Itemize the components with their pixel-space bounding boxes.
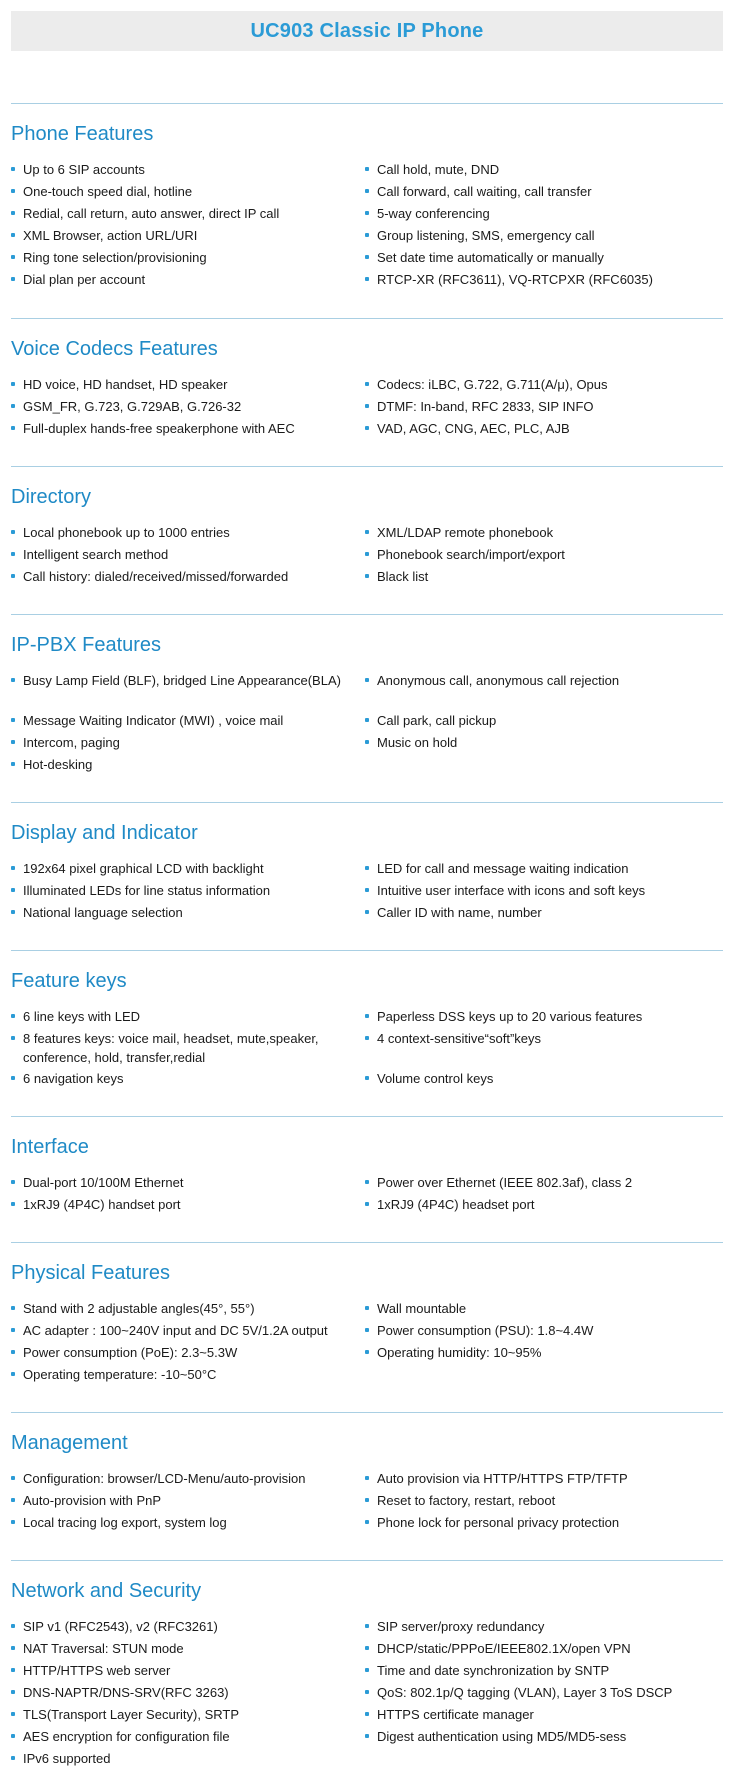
bullet-icon: [11, 167, 15, 171]
section-heading-voice-codecs-features: Voice Codecs Features: [11, 338, 218, 360]
feature-item: [11, 881, 356, 900]
section-divider: [11, 1116, 723, 1117]
section-heading-interface: Interface: [11, 1136, 89, 1158]
feature-item: [365, 1705, 725, 1724]
feature-item: [11, 419, 356, 438]
bullet-icon: [365, 1668, 369, 1672]
feature-item-text: DHCP/static/PPPoE/IEEE802.1X/open VPN: [377, 1641, 631, 1656]
bullet-icon: [11, 1690, 15, 1694]
feature-item-text: Codecs: iLBC, G.722, G.711(A/μ), Opus: [377, 377, 608, 392]
bullet-icon: [365, 1476, 369, 1480]
feature-item: [365, 1661, 725, 1680]
bullet-icon: [11, 404, 15, 408]
feature-item-text: 6 line keys with LED: [23, 1009, 141, 1024]
bullet-icon: [11, 552, 15, 556]
bullet-icon: [11, 530, 15, 534]
feature-item-text: Call park, call pickup: [377, 713, 497, 728]
section-divider: [11, 1560, 723, 1561]
feature-item: [365, 1173, 725, 1192]
feature-item: [11, 1007, 356, 1026]
bullet-icon: [11, 1014, 15, 1018]
feature-item-text: Paperless DSS keys up to 20 various features: [377, 1009, 643, 1024]
bullet-icon: [365, 1624, 369, 1628]
bullet-icon: [11, 1328, 15, 1332]
feature-item-text: Intelligent search method: [23, 547, 169, 562]
bullet-icon: [11, 762, 15, 766]
feature-item: [365, 397, 725, 416]
bullet-icon: [365, 718, 369, 722]
feature-item: [365, 671, 725, 690]
feature-item: [365, 1343, 725, 1362]
bullet-icon: [11, 211, 15, 215]
feature-item: [11, 1469, 356, 1488]
feature-item-text: Power over Ethernet (IEEE 802.3af), class 2: [377, 1175, 633, 1190]
feature-item-text: Phone lock for personal privacy protection: [377, 1515, 620, 1530]
feature-item-text: HD voice, HD handset, HD speaker: [23, 377, 228, 392]
feature-item-text: Up to 6 SIP accounts: [23, 162, 145, 177]
feature-item: [11, 226, 356, 245]
feature-item-text: Auto-provision with PnP: [23, 1493, 162, 1508]
bullet-icon: [365, 1328, 369, 1332]
bullet-icon: [11, 1202, 15, 1206]
feature-item-text: Hot-desking: [23, 757, 93, 772]
bullet-icon: [365, 1180, 369, 1184]
feature-item: [11, 160, 356, 179]
feature-item-text: RTCP-XR (RFC3611), VQ-RTCPXR (RFC6035): [377, 272, 653, 287]
bullet-icon: [365, 1646, 369, 1650]
feature-item-text: National language selection: [23, 905, 183, 920]
title-bar: [11, 11, 723, 51]
feature-item-text: SIP v1 (RFC2543), v2 (RFC3261): [23, 1619, 218, 1634]
feature-item: [365, 226, 725, 245]
bullet-icon: [11, 233, 15, 237]
bullet-icon: [11, 382, 15, 386]
bullet-icon: [11, 189, 15, 193]
feature-item: [11, 1069, 356, 1088]
feature-item-text: Message Waiting Indicator (MWI) , voice mail: [23, 713, 284, 728]
feature-item-text: 1xRJ9 (4P4C) headset port: [377, 1197, 535, 1212]
bullet-icon: [365, 1076, 369, 1080]
bullet-icon: [11, 1180, 15, 1184]
feature-item-text: Dual-port 10/100M Ethernet: [23, 1175, 184, 1190]
bullet-icon: [11, 574, 15, 578]
feature-item: [365, 1639, 725, 1658]
bullet-icon: [365, 552, 369, 556]
bullet-icon: [11, 1712, 15, 1716]
feature-item-text: Time and date synchronization by SNTP: [377, 1663, 610, 1678]
feature-item: [11, 1727, 356, 1746]
bullet-icon: [365, 1498, 369, 1502]
feature-item: [11, 1639, 356, 1658]
feature-item: [365, 248, 725, 267]
feature-item-text: Dial plan per account: [23, 272, 146, 287]
bullet-icon: [365, 888, 369, 892]
bullet-icon: [11, 277, 15, 281]
section-divider: [11, 1412, 723, 1413]
section-heading-network-and-security: Network and Security: [11, 1580, 202, 1602]
bullet-icon: [11, 426, 15, 430]
feature-item-text: TLS(Transport Layer Security), SRTP: [23, 1707, 240, 1722]
feature-item-text: Full-duplex hands-free speakerphone with AEC: [23, 421, 295, 436]
bullet-icon: [11, 718, 15, 722]
feature-item: [365, 1029, 725, 1048]
bullet-icon: [365, 866, 369, 870]
feature-item: [11, 1749, 356, 1768]
feature-item-text: AES encryption for configuration file: [23, 1729, 230, 1744]
feature-item-text: GSM_FR, G.723, G.729AB, G.726-32: [23, 399, 242, 414]
feature-item: [365, 903, 725, 922]
feature-item: [365, 1617, 725, 1636]
bullet-icon: [365, 1712, 369, 1716]
feature-item: [365, 270, 725, 289]
bullet-icon: [11, 255, 15, 259]
feature-item-text: Power consumption (PoE): 2.3~5.3W: [23, 1345, 238, 1360]
bullet-icon: [11, 1476, 15, 1480]
section-divider: [11, 466, 723, 467]
feature-item: [11, 1683, 356, 1702]
feature-item-text: SIP server/proxy redundancy: [377, 1619, 545, 1634]
feature-item: [11, 523, 356, 542]
bullet-icon: [365, 740, 369, 744]
section-divider: [11, 802, 723, 803]
feature-item: [11, 1195, 356, 1214]
bullet-icon: [365, 530, 369, 534]
feature-item: [365, 1683, 725, 1702]
feature-item: [11, 671, 356, 690]
feature-item-text: 192x64 pixel graphical LCD with backlight: [23, 861, 264, 876]
section-divider: [11, 1242, 723, 1243]
feature-item-text: XML Browser, action URL/URI: [23, 228, 198, 243]
bullet-icon: [365, 1202, 369, 1206]
section-heading-physical-features: Physical Features: [11, 1262, 170, 1284]
feature-item-text: Configuration: browser/LCD-Menu/auto-provision: [23, 1471, 306, 1486]
section-heading-ip-pbx-features: IP-PBX Features: [11, 634, 162, 656]
feature-item: [365, 523, 725, 542]
feature-item: [365, 567, 725, 586]
bullet-icon: [365, 574, 369, 578]
bullet-icon: [365, 167, 369, 171]
feature-item: [11, 1661, 356, 1680]
feature-item-text: 5-way conferencing: [377, 206, 490, 221]
feature-item-text: Power consumption (PSU): 1.8~4.4W: [377, 1323, 594, 1338]
bullet-icon: [365, 1734, 369, 1738]
bullet-icon: [365, 1306, 369, 1310]
section-heading-display-and-indicator: Display and Indicator: [11, 822, 198, 844]
feature-item: [365, 881, 725, 900]
feature-item: [11, 375, 356, 394]
feature-item-text: Phonebook search/import/export: [377, 547, 565, 562]
bullet-icon: [11, 1306, 15, 1310]
feature-item: [365, 1469, 725, 1488]
feature-item: [365, 182, 725, 201]
bullet-icon: [11, 678, 15, 682]
bullet-icon: [11, 888, 15, 892]
feature-item-text: 4 context-sensitive“soft”keys: [377, 1031, 542, 1046]
bullet-icon: [365, 233, 369, 237]
feature-item: [11, 1365, 356, 1384]
bullet-icon: [365, 910, 369, 914]
section-heading-feature-keys: Feature keys: [11, 970, 127, 992]
feature-item-text: Operating temperature: -10~50°C: [23, 1367, 217, 1382]
feature-item-text: DTMF: In-band, RFC 2833, SIP INFO: [377, 399, 594, 414]
bullet-icon: [11, 1498, 15, 1502]
bullet-icon: [365, 1036, 369, 1040]
feature-item: [11, 545, 356, 564]
bullet-icon: [365, 277, 369, 281]
section-divider: [11, 103, 723, 104]
bullet-icon: [365, 255, 369, 259]
feature-item-text: IPv6 supported: [23, 1751, 111, 1766]
feature-item-text: Reset to factory, restart, reboot: [377, 1493, 556, 1508]
feature-item-text: Call forward, call waiting, call transfer: [377, 184, 592, 199]
feature-item: [365, 1195, 725, 1214]
feature-item: [365, 1007, 725, 1026]
section-divider: [11, 318, 723, 319]
feature-item-text: Intuitive user interface with icons and soft keys: [377, 883, 646, 898]
feature-item: [11, 270, 356, 289]
feature-item: [11, 903, 356, 922]
bullet-icon: [11, 1646, 15, 1650]
feature-item: [365, 1069, 725, 1088]
bullet-icon: [365, 1014, 369, 1018]
bullet-icon: [365, 678, 369, 682]
feature-item: [11, 1173, 356, 1192]
feature-item: [365, 859, 725, 878]
feature-item-text: Black list: [377, 569, 429, 584]
feature-item-text: Busy Lamp Field (BLF), bridged Line Appearance(BLA): [23, 673, 341, 688]
bullet-icon: [11, 1520, 15, 1524]
bullet-icon: [11, 1372, 15, 1376]
feature-item-text: Anonymous call, anonymous call rejection: [377, 673, 620, 688]
feature-item: [11, 248, 356, 267]
page-title: UC903 Classic IP Phone: [250, 19, 484, 42]
bullet-icon: [11, 866, 15, 870]
bullet-icon: [365, 382, 369, 386]
feature-item: [365, 1299, 725, 1318]
feature-item: [11, 859, 356, 878]
feature-item: [11, 1491, 356, 1510]
feature-item: [11, 711, 356, 730]
feature-item-text: Wall mountable: [377, 1301, 467, 1316]
feature-item: [11, 1321, 356, 1340]
bullet-icon: [11, 1350, 15, 1354]
feature-item-text: HTTPS certificate manager: [377, 1707, 534, 1722]
bullet-icon: [365, 1350, 369, 1354]
feature-item: [11, 733, 356, 752]
feature-item: [11, 397, 356, 416]
feature-item: [11, 755, 356, 774]
bullet-icon: [365, 1690, 369, 1694]
feature-item-text: LED for call and message waiting indication: [377, 861, 629, 876]
feature-item: [11, 182, 356, 201]
feature-item: [365, 733, 725, 752]
feature-item-text: Redial, call return, auto answer, direct IP call: [23, 206, 280, 221]
section-divider: [11, 614, 723, 615]
feature-item: [365, 711, 725, 730]
feature-item-text: 6 navigation keys: [23, 1071, 124, 1086]
bullet-icon: [11, 1036, 15, 1040]
feature-item-text: Illuminated LEDs for line status information: [23, 883, 271, 898]
feature-item: [365, 1491, 725, 1510]
feature-item: [11, 1705, 356, 1724]
bullet-icon: [11, 1756, 15, 1760]
feature-item-text: Call hold, mute, DND: [377, 162, 500, 177]
feature-item-text: HTTP/HTTPS web server: [23, 1663, 171, 1678]
feature-item-text: 8 features keys: voice mail, headset, mute,speaker, conference, hold, transfer,redial: [23, 1031, 319, 1065]
feature-item: [11, 1617, 356, 1636]
feature-item: [11, 204, 356, 223]
feature-item-text: VAD, AGC, CNG, AEC, PLC, AJB: [377, 421, 570, 436]
feature-item: [11, 567, 356, 586]
feature-item: [11, 1299, 356, 1318]
feature-item-text: XML/LDAP remote phonebook: [377, 525, 554, 540]
feature-item-text: Music on hold: [377, 735, 458, 750]
feature-item: [365, 204, 725, 223]
feature-item-text: 1xRJ9 (4P4C) handset port: [23, 1197, 181, 1212]
feature-item-text: Group listening, SMS, emergency call: [377, 228, 595, 243]
feature-item: [365, 545, 725, 564]
feature-item-text: AC adapter : 100~240V input and DC 5V/1.2A output: [23, 1323, 328, 1338]
feature-item-text: Auto provision via HTTP/HTTPS FTP/TFTP: [377, 1471, 628, 1486]
bullet-icon: [365, 426, 369, 430]
feature-item-text: Call history: dialed/received/missed/forwarded: [23, 569, 289, 584]
feature-item-text: Ring tone selection/provisioning: [23, 250, 207, 265]
bullet-icon: [365, 189, 369, 193]
feature-item-text: Volume control keys: [377, 1071, 494, 1086]
section-heading-directory: Directory: [11, 486, 92, 508]
bullet-icon: [11, 910, 15, 914]
section-heading-phone-features: Phone Features: [11, 123, 154, 145]
feature-item: [365, 1321, 725, 1340]
bullet-icon: [11, 1668, 15, 1672]
section-heading-management: Management: [11, 1432, 128, 1454]
feature-item-text: NAT Traversal: STUN mode: [23, 1641, 184, 1656]
feature-item-text: DNS-NAPTR/DNS-SRV(RFC 3263): [23, 1685, 229, 1700]
feature-item-text: Local phonebook up to 1000 entries: [23, 525, 230, 540]
feature-item: [365, 375, 725, 394]
feature-item-text: Set date time automatically or manually: [377, 250, 604, 265]
feature-item-text: Operating humidity: 10~95%: [377, 1345, 542, 1360]
feature-item-text: Local tracing log export, system log: [23, 1515, 227, 1530]
feature-item: [365, 1513, 725, 1532]
feature-item-text: QoS: 802.1p/Q tagging (VLAN), Layer 3 ToS DSCP: [377, 1685, 673, 1700]
bullet-icon: [11, 1624, 15, 1628]
feature-item: [11, 1513, 356, 1532]
feature-item: [365, 419, 725, 438]
bullet-icon: [365, 1520, 369, 1524]
feature-item: [11, 1029, 356, 1067]
bullet-icon: [11, 1076, 15, 1080]
section-divider: [11, 950, 723, 951]
feature-item-text: Intercom, paging: [23, 735, 120, 750]
bullet-icon: [11, 740, 15, 744]
feature-item-text: Digest authentication using MD5/MD5-sess: [377, 1729, 627, 1744]
feature-item: [365, 1727, 725, 1746]
feature-item-text: Caller ID with name, number: [377, 905, 542, 920]
bullet-icon: [365, 404, 369, 408]
feature-item: [365, 160, 725, 179]
feature-item: [11, 1343, 356, 1362]
feature-item-text: Stand with 2 adjustable angles(45°, 55°): [23, 1301, 255, 1316]
bullet-icon: [365, 211, 369, 215]
feature-item-text: One-touch speed dial, hotline: [23, 184, 193, 199]
bullet-icon: [11, 1734, 15, 1738]
